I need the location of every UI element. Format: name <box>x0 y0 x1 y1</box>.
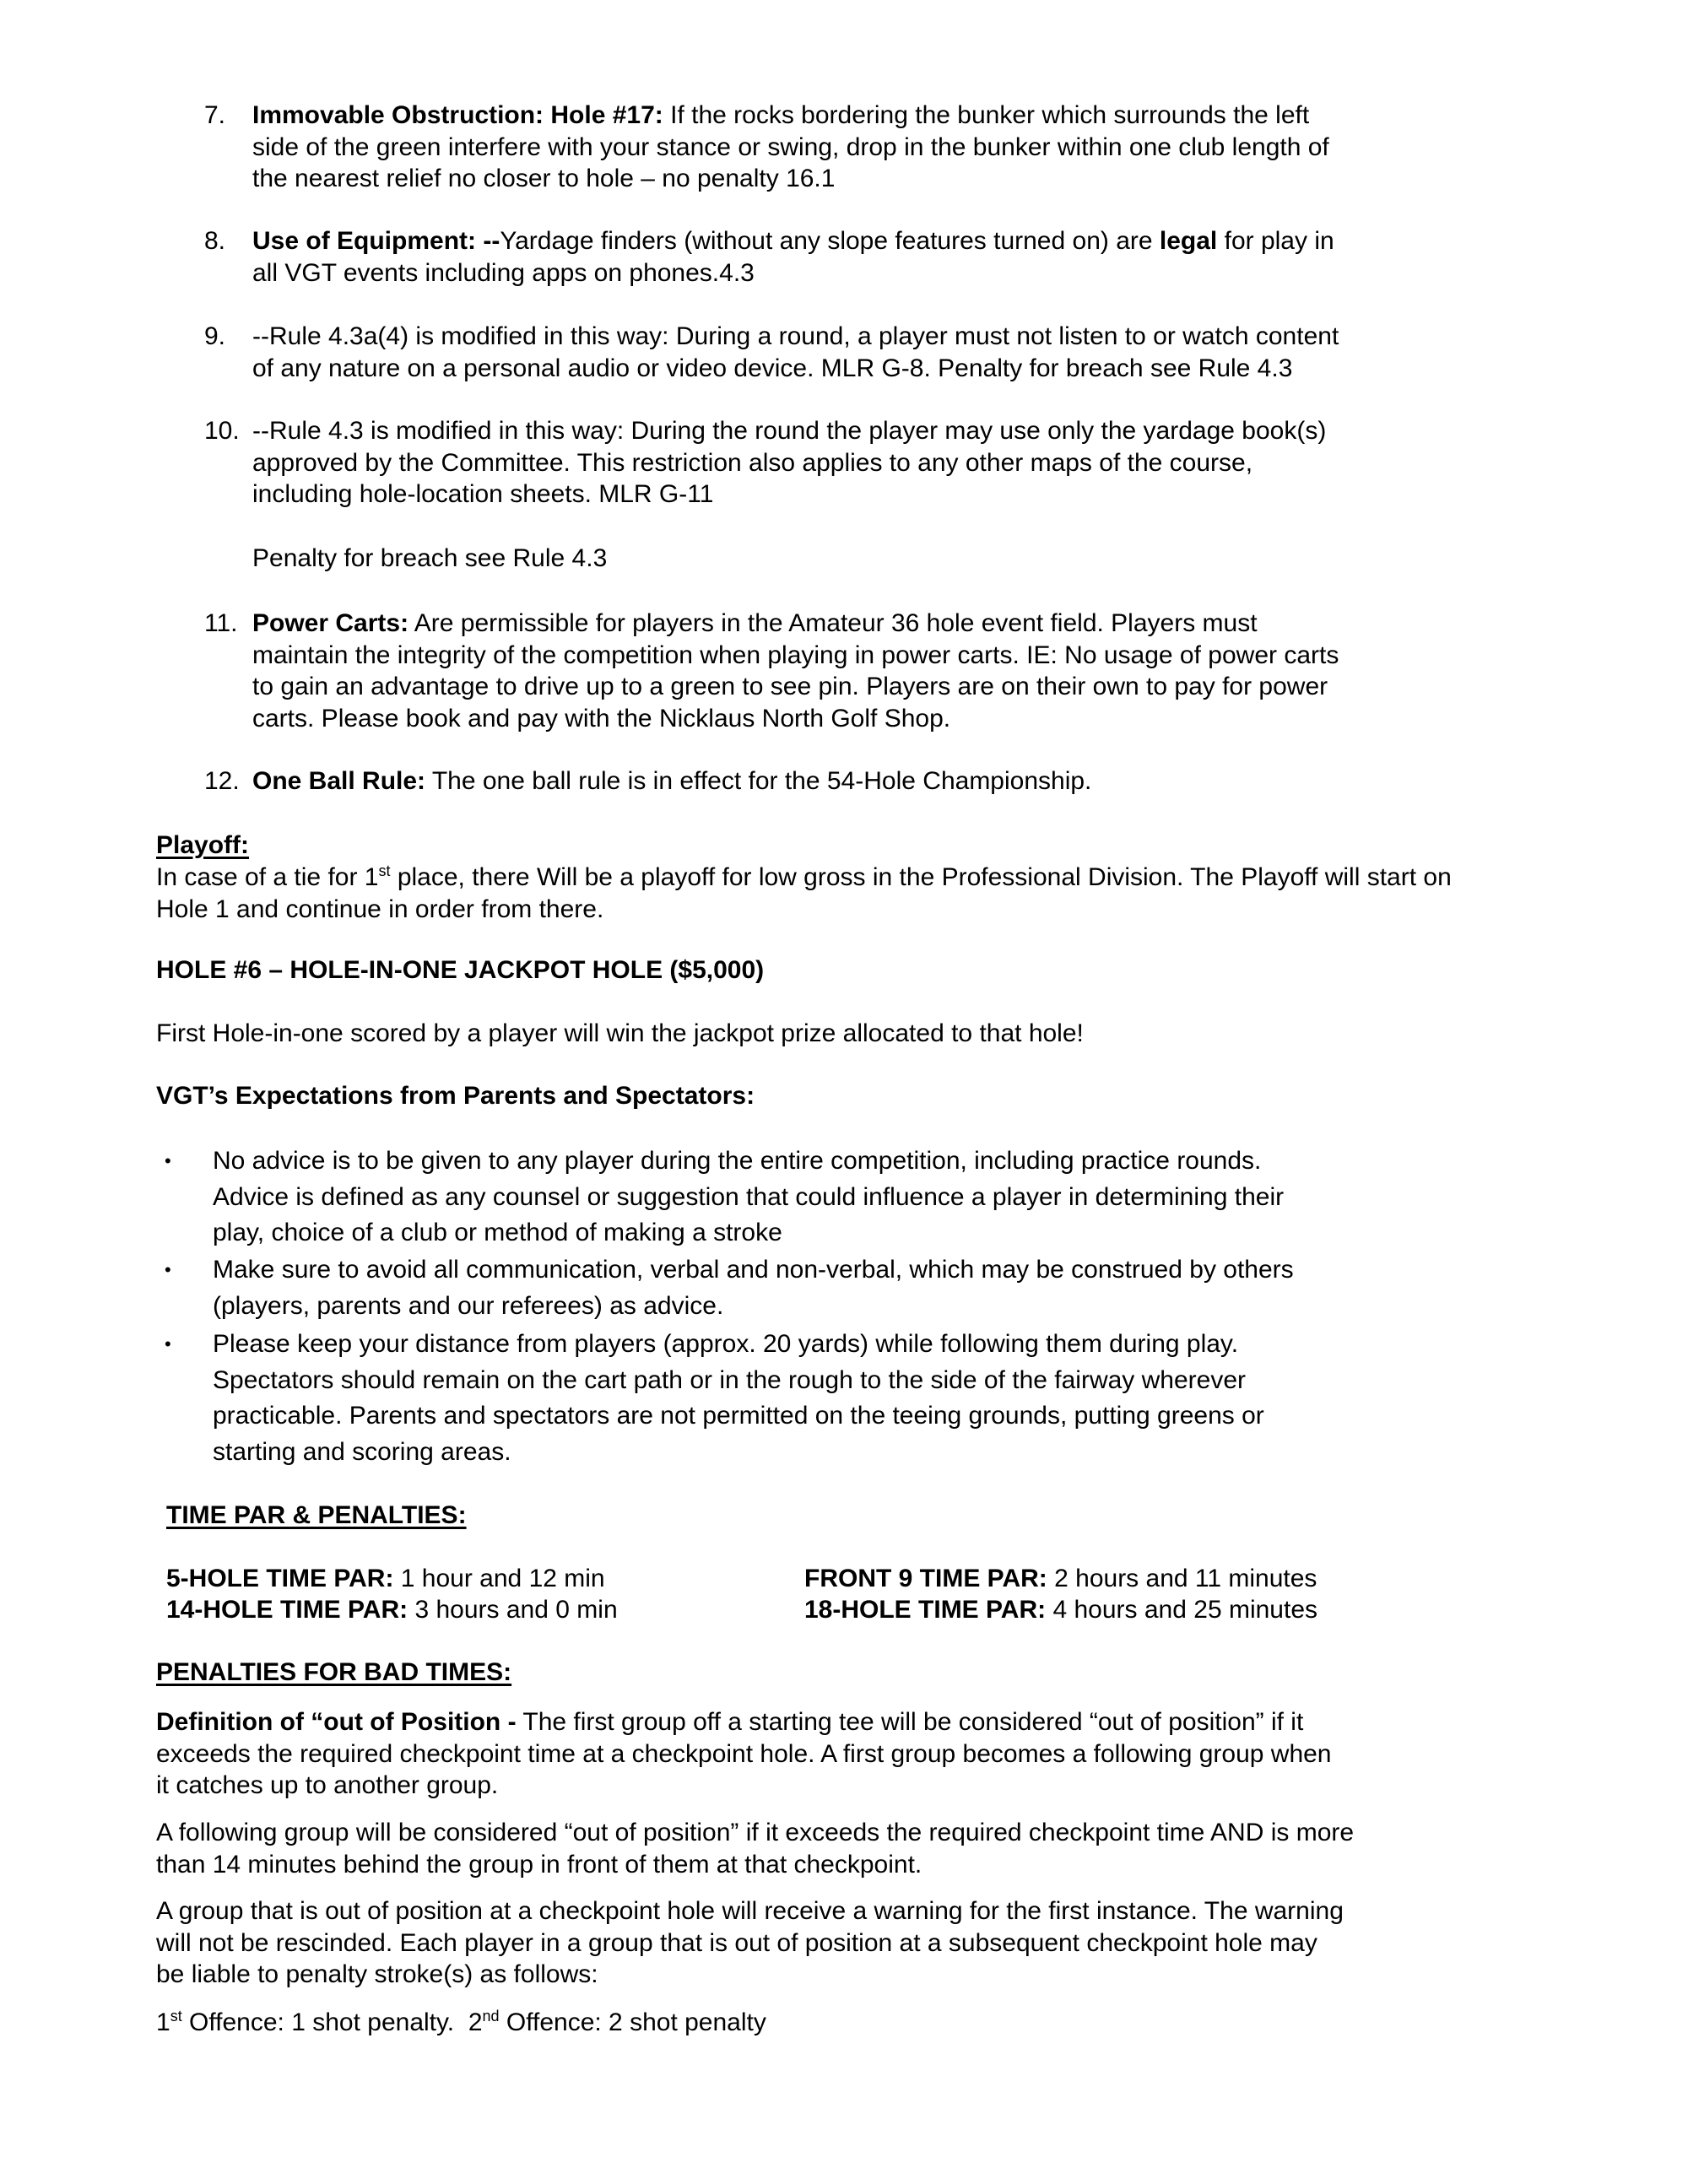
offence-2-text: Offence: 2 shot penalty <box>499 2008 766 2036</box>
time-par-heading <box>166 1500 467 1532</box>
rule-title: One Ball Rule: <box>252 767 426 795</box>
rule-body: for play in all VGT events including apps on phones.4.3 <box>252 227 1334 287</box>
rule-number: 8. <box>204 227 226 255</box>
playoff-heading <box>156 830 1591 862</box>
playoff-text <box>156 862 1591 925</box>
rule-title: Power Carts: <box>252 609 409 637</box>
time-par-value: 3 hours and 0 min <box>408 1596 618 1624</box>
time-par-heading-text: TIME PAR & PENALTIES: <box>166 1501 467 1529</box>
bad-times-heading-text: PENALTIES FOR BAD TIMES: <box>156 1658 512 1686</box>
time-par-label: FRONT 9 TIME PAR: <box>804 1565 1047 1592</box>
time-par-label: 18-HOLE TIME PAR: <box>804 1596 1047 1624</box>
definition-title: Definition of “out of Position - <box>156 1708 517 1736</box>
rule-number: 12. <box>204 767 240 795</box>
rule-penalty-note: Penalty for breach see Rule 4.3 <box>252 544 608 572</box>
playoff-text-start: In case of a tie for 1 <box>156 863 379 891</box>
time-par-value: 1 hour and 12 min <box>393 1565 605 1592</box>
time-par-row <box>804 1594 1317 1626</box>
rule-number: 10. <box>204 417 240 445</box>
ordinal-suffix: st <box>170 2008 182 2025</box>
rule-emphasis: legal <box>1159 227 1218 255</box>
list-item: Make sure to avoid all communication, verbal and non-verbal, which may be construed by others (players, parents and our referees) as advice. <box>213 1256 1294 1320</box>
offence-2-number: 2 <box>468 2008 483 2036</box>
playoff-heading-text: Playoff: <box>156 831 250 859</box>
rule-body: The one ball rule is in effect for the 54-Hole Championship. <box>425 767 1092 795</box>
definition-body: The first group off a starting tee will be considered “out of position” if it exceeds the required checkpoint time at a checkpoint hole. A first group becomes a following group when it catches up to another group. <box>156 1708 1332 1799</box>
time-par-row <box>166 1594 618 1626</box>
rule-body: Are permissible for players in the Amateur 36 hole event field. Players must maintain the integrity of the competition when playing in power carts. IE: No usage of power carts to gain an advantage to drive up to a green to see pin. Players are on their own to pay for power carts. Please book and pay with the Nicklaus North Golf Shop. <box>252 609 1339 733</box>
rule-text: --Rule 4.3 is modified in this way: During the round the player may use only the yardage book(s) approved by the Committee. This restriction also applies to any other maps of the course, including hole-location sheets. MLR G-11 <box>252 417 1327 508</box>
rule-text <box>252 225 1518 289</box>
time-par-value: 4 hours and 25 minutes <box>1046 1596 1318 1624</box>
rule-text <box>252 100 1518 195</box>
list-item: Please keep your distance from players (approx. 20 yards) while following them during play. Spectators should remain on the cart path or in the rough to the side of the fairway wherever practicable. Parents and spectators are not permitted on the teeing grounds, putting greens or starting and scoring areas. <box>213 1330 1264 1466</box>
warning-paragraph: A group that is out of position at a checkpoint hole will receive a warning for the first instance. The warning will not be rescinded. Each player in a group that is out of position at a subsequent checkpoint hole may be liable to penalty stroke(s) as follows: <box>156 1897 1344 1988</box>
rule-text <box>252 608 1518 734</box>
rule-text <box>252 765 1518 797</box>
jackpot-heading-text: HOLE #6 – HOLE-IN-ONE JACKPOT HOLE ($5,000) <box>156 956 765 984</box>
rule-title: Immovable Obstruction: Hole #17: <box>252 101 663 129</box>
expectations-heading <box>156 1080 1591 1112</box>
rule-number: 9. <box>204 322 226 350</box>
list-item: No advice is to be given to any player during the entire competition, including practice rounds. Advice is defined as any counsel or suggestion that could influence a player in determining their play, choice of a club or method of making a stroke <box>213 1147 1285 1246</box>
rule-number: 11. <box>204 609 238 637</box>
offence-1-text: Offence: 1 shot penalty. <box>181 2008 468 2036</box>
expectations-heading-text: VGT’s Expectations from Parents and Spectators: <box>156 1082 755 1110</box>
offence-penalties <box>156 2007 1591 2039</box>
bullet-icon: • <box>165 1259 171 1280</box>
playoff-text-end: place, there Will be a playoff for low gross in the Professional Division. The Playoff will start on Hole 1 and continue in order from there. <box>156 863 1452 923</box>
rule-title: Use of Equipment: -- <box>252 227 500 255</box>
bullet-icon: • <box>165 1150 171 1171</box>
jackpot-text: First Hole-in-one scored by a player will win the jackpot prize allocated to that hole! <box>156 1019 1084 1047</box>
time-par-label: 5-HOLE TIME PAR: <box>166 1565 394 1592</box>
offence-1-number: 1 <box>156 2008 170 2036</box>
time-par-row <box>804 1563 1317 1595</box>
out-of-position-definition <box>156 1706 1591 1802</box>
following-group-paragraph: A following group will be considered “out of position” if it exceeds the required checkpoint time AND is more than 14 minutes behind the group in front of them at that checkpoint. <box>156 1819 1355 1879</box>
rule-body: Yardage finders (without any slope features turned on) are <box>500 227 1160 255</box>
bullet-icon: • <box>165 1333 171 1354</box>
ordinal-suffix: nd <box>482 2008 500 2025</box>
time-par-value: 2 hours and 11 minutes <box>1047 1565 1317 1592</box>
bad-times-heading <box>156 1657 1591 1689</box>
time-par-row <box>166 1563 605 1595</box>
rule-body: If the rocks bordering the bunker which surrounds the left side of the green interfere with your stance or swing, drop in the bunker within one club length of the nearest relief no closer to hole – no penalty 16.1 <box>252 101 1329 192</box>
rule-text: --Rule 4.3a(4) is modified in this way: During a round, a player must not listen to or watch content of any nature on a personal audio or video device. MLR G-8. Penalty for breach see Rule 4.3 <box>252 322 1339 382</box>
jackpot-heading <box>156 954 1591 987</box>
ordinal-suffix: st <box>378 862 391 879</box>
rule-number: 7. <box>204 101 226 129</box>
time-par-label: 14-HOLE TIME PAR: <box>166 1596 408 1624</box>
